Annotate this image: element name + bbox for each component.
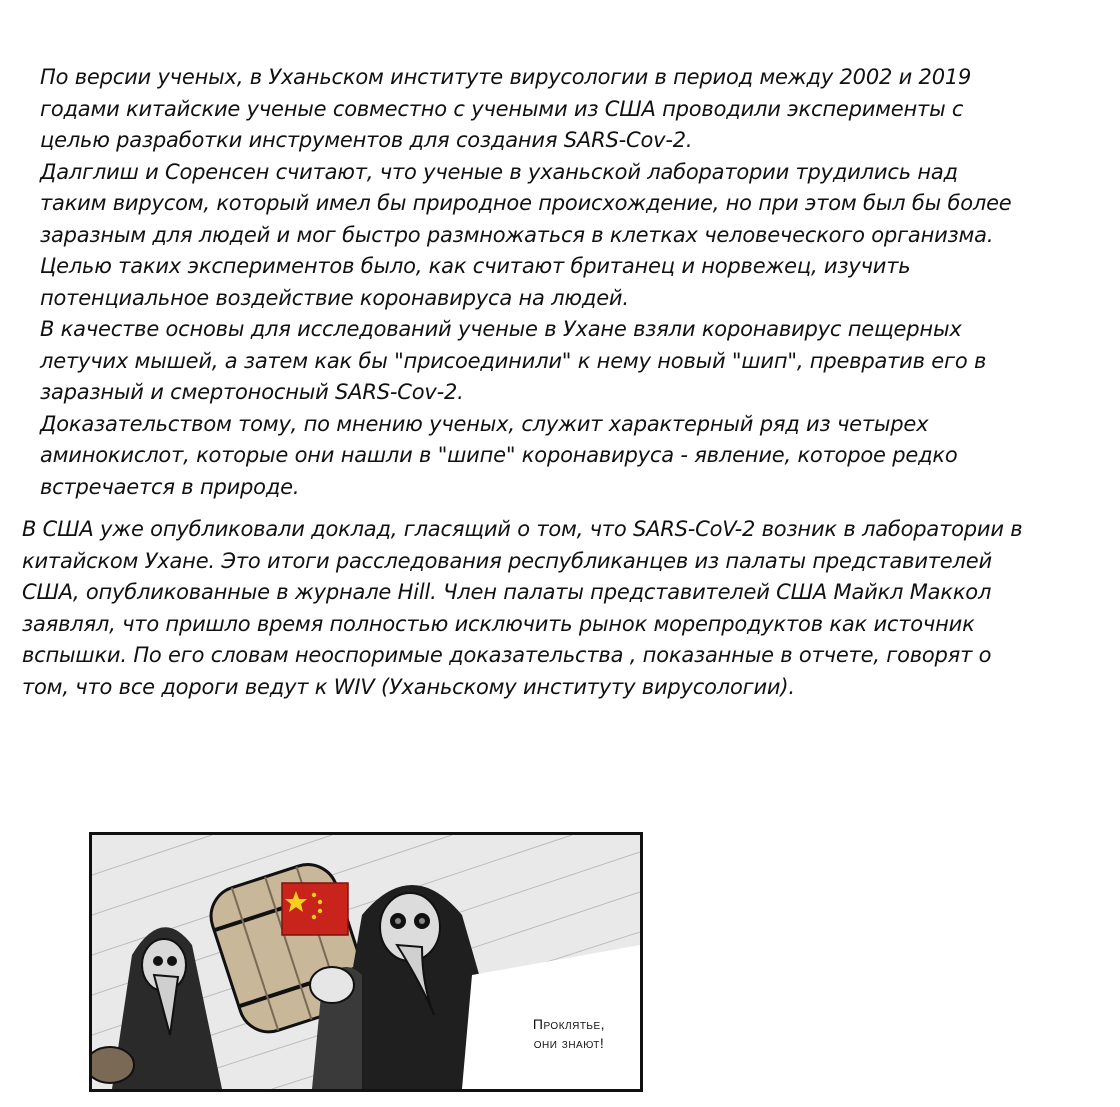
text-line: китайском Ухане. Это итоги расследования республиканцев из палаты представителей (22, 548, 992, 573)
text-line: США, опубликованные в журнале Hill. Член палаты представителей США Майкл Маккол (22, 580, 992, 604)
text-line: Доказательством тому, по мнению ученых, служит характерный ряд из четырех (40, 411, 929, 436)
text-line: годами китайские ученые совместно с учеными из США проводили эксперименты с (40, 96, 964, 121)
text-line: В качестве основы для исследований ученые в Ухане взяли коронавирус пещерных (40, 317, 962, 341)
text-line: В США уже опубликовали доклад, гласящий о том, что SARS-CoV-2 возник в лаборатории в (22, 517, 1023, 541)
text-line: заразный и смертоносный SARS-Cov-2. (40, 380, 464, 404)
text-line: потенциальное воздействие коронавируса на людей. (40, 285, 629, 310)
speech-bubble-text (510, 1015, 628, 1053)
text-line: целью разработки инструментов для создания SARS-Cov-2. (40, 128, 693, 152)
paragraph-wuhan-research (40, 62, 1090, 503)
text-line: аминокислот, которые они нашли в "шипе" коронавируса - явление, которое редко (40, 443, 958, 467)
speech-line: они знают! (533, 1035, 605, 1051)
text-line: том, что все дороги ведут к WIV (Уханьскому институту вирусологии). (22, 674, 795, 699)
speech-line: Проклятье, (532, 1016, 606, 1032)
text-line: Целью таких экспериментов было, как считают британец и норвежец, изучить (40, 254, 911, 278)
text-line: встречается в природе. (40, 474, 300, 499)
text-line: вспышки. По его словам неоспоримые доказательства , показанные в отчете, говорят о (22, 643, 992, 667)
text-line: Далглиш и Соренсен считают, что ученые в уханьской лаборатории трудились над (40, 159, 958, 184)
text-line: летучих мышей, а затем как бы "присоединили" к нему новый "шип", превратив его в (40, 348, 987, 373)
comic-panel (89, 832, 643, 1092)
text-line: таким вирусом, который имел бы природное происхождение, но при этом был бы более (40, 191, 1012, 215)
text-line: заявлял, что пришло время полностью исключить рынок морепродуктов как источник (22, 611, 975, 636)
china-flag-icon (282, 883, 348, 935)
text-line: По версии ученых, в Уханьском институте вирусологии в период между 2002 и 2019 (40, 65, 972, 89)
paragraph-us-report (22, 514, 1102, 703)
text-line: заразным для людей и мог быстро размножаться в клетках человеческого организма. (40, 222, 994, 247)
